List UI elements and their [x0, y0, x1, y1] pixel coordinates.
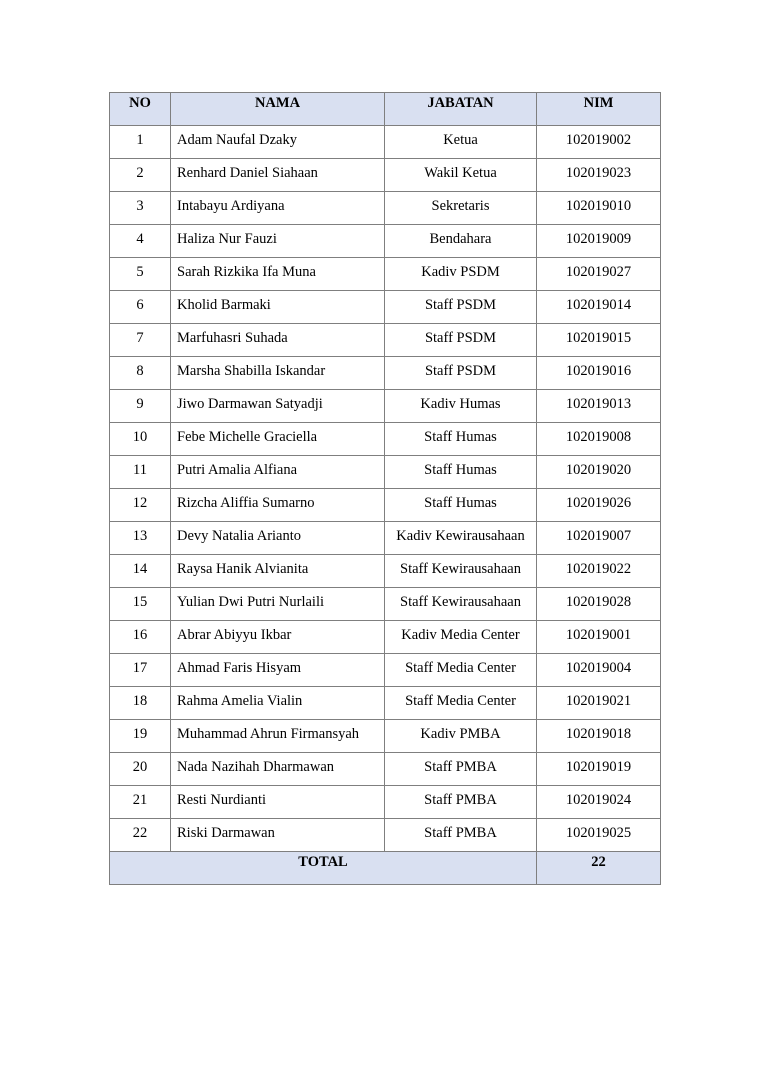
row-nim: 102019007 — [537, 522, 661, 555]
row-nama: Marsha Shabilla Iskandar — [171, 357, 385, 390]
row-nim: 102019023 — [537, 159, 661, 192]
table-row — [110, 192, 661, 225]
row-no: 14 — [110, 555, 171, 588]
row-nim: 102019015 — [537, 324, 661, 357]
row-no: 17 — [110, 654, 171, 687]
row-nama: Rizcha Aliffia Sumarno — [171, 489, 385, 522]
row-nama: Nada Nazihah Dharmawan — [171, 753, 385, 786]
row-nim: 102019020 — [537, 456, 661, 489]
row-nama: Jiwo Darmawan Satyadji — [171, 390, 385, 423]
row-nim: 102019010 — [537, 192, 661, 225]
row-nama: Resti Nurdianti — [171, 786, 385, 819]
row-nama: Putri Amalia Alfiana — [171, 456, 385, 489]
row-nim: 102019027 — [537, 258, 661, 291]
table-row — [110, 324, 661, 357]
row-nim: 102019026 — [537, 489, 661, 522]
row-jabatan: Kadiv PMBA — [385, 720, 537, 753]
table-row — [110, 522, 661, 555]
row-jabatan: Staff PMBA — [385, 753, 537, 786]
total-value: 22 — [537, 852, 661, 885]
table-row — [110, 159, 661, 192]
table-header — [110, 93, 661, 126]
table-row — [110, 786, 661, 819]
row-no: 6 — [110, 291, 171, 324]
row-no: 13 — [110, 522, 171, 555]
row-no: 19 — [110, 720, 171, 753]
row-jabatan: Staff Media Center — [385, 687, 537, 720]
row-nama: Raysa Hanik Alvianita — [171, 555, 385, 588]
table-row — [110, 654, 661, 687]
table-row — [110, 489, 661, 522]
row-no: 8 — [110, 357, 171, 390]
row-jabatan: Staff Humas — [385, 456, 537, 489]
row-no: 5 — [110, 258, 171, 291]
row-nama: Marfuhasri Suhada — [171, 324, 385, 357]
row-jabatan: Staff PMBA — [385, 819, 537, 852]
total-row — [110, 852, 661, 885]
row-jabatan: Kadiv Media Center — [385, 621, 537, 654]
row-no: 1 — [110, 126, 171, 159]
header-nama: NAMA — [171, 93, 385, 126]
row-jabatan: Ketua — [385, 126, 537, 159]
row-jabatan: Kadiv Humas — [385, 390, 537, 423]
row-no: 16 — [110, 621, 171, 654]
table-row — [110, 819, 661, 852]
table-row — [110, 390, 661, 423]
row-nim: 102019025 — [537, 819, 661, 852]
row-nama: Riski Darmawan — [171, 819, 385, 852]
row-nama: Ahmad Faris Hisyam — [171, 654, 385, 687]
row-nim: 102019016 — [537, 357, 661, 390]
row-nama: Abrar Abiyyu Ikbar — [171, 621, 385, 654]
row-nama: Muhammad Ahrun Firmansyah — [171, 720, 385, 753]
total-label: TOTAL — [110, 852, 537, 885]
row-nama: Rahma Amelia Vialin — [171, 687, 385, 720]
row-nama: Febe Michelle Graciella — [171, 423, 385, 456]
table-row — [110, 291, 661, 324]
table-footer — [110, 852, 661, 885]
row-no: 2 — [110, 159, 171, 192]
row-nama: Devy Natalia Arianto — [171, 522, 385, 555]
row-jabatan: Staff Kewirausahaan — [385, 588, 537, 621]
row-jabatan: Staff PMBA — [385, 786, 537, 819]
row-jabatan: Kadiv PSDM — [385, 258, 537, 291]
row-jabatan: Staff Kewirausahaan — [385, 555, 537, 588]
row-nama: Intabayu Ardiyana — [171, 192, 385, 225]
table-row — [110, 357, 661, 390]
table-row — [110, 588, 661, 621]
row-nama: Kholid Barmaki — [171, 291, 385, 324]
table-row — [110, 687, 661, 720]
row-no: 11 — [110, 456, 171, 489]
table-body — [110, 126, 661, 852]
row-nama: Renhard Daniel Siahaan — [171, 159, 385, 192]
header-nim: NIM — [537, 93, 661, 126]
header-jabatan: JABATAN — [385, 93, 537, 126]
row-no: 4 — [110, 225, 171, 258]
row-nim: 102019019 — [537, 753, 661, 786]
row-no: 7 — [110, 324, 171, 357]
row-no: 3 — [110, 192, 171, 225]
row-nim: 102019002 — [537, 126, 661, 159]
header-no: NO — [110, 93, 171, 126]
row-no: 18 — [110, 687, 171, 720]
row-no: 21 — [110, 786, 171, 819]
row-nama: Haliza Nur Fauzi — [171, 225, 385, 258]
table-row — [110, 720, 661, 753]
row-nim: 102019004 — [537, 654, 661, 687]
table-row — [110, 621, 661, 654]
row-nama: Sarah Rizkika Ifa Muna — [171, 258, 385, 291]
row-nim: 102019008 — [537, 423, 661, 456]
row-jabatan: Staff Humas — [385, 423, 537, 456]
row-no: 10 — [110, 423, 171, 456]
row-no: 12 — [110, 489, 171, 522]
row-nim: 102019013 — [537, 390, 661, 423]
row-jabatan: Kadiv Kewirausahaan — [385, 522, 537, 555]
row-nim: 102019022 — [537, 555, 661, 588]
row-jabatan: Staff Humas — [385, 489, 537, 522]
row-jabatan: Staff PSDM — [385, 324, 537, 357]
row-no: 20 — [110, 753, 171, 786]
table-row — [110, 126, 661, 159]
row-nim: 102019028 — [537, 588, 661, 621]
row-jabatan: Wakil Ketua — [385, 159, 537, 192]
row-jabatan: Staff PSDM — [385, 291, 537, 324]
row-nim: 102019018 — [537, 720, 661, 753]
table-row — [110, 423, 661, 456]
row-nim: 102019024 — [537, 786, 661, 819]
row-nama: Adam Naufal Dzaky — [171, 126, 385, 159]
table-row — [110, 555, 661, 588]
row-nim: 102019009 — [537, 225, 661, 258]
row-nama: Yulian Dwi Putri Nurlaili — [171, 588, 385, 621]
row-jabatan: Bendahara — [385, 225, 537, 258]
row-no: 9 — [110, 390, 171, 423]
table-row — [110, 456, 661, 489]
row-nim: 102019001 — [537, 621, 661, 654]
row-jabatan: Staff Media Center — [385, 654, 537, 687]
row-nim: 102019021 — [537, 687, 661, 720]
row-jabatan: Staff PSDM — [385, 357, 537, 390]
table-row — [110, 753, 661, 786]
member-table — [109, 92, 661, 885]
header-row — [110, 93, 661, 126]
row-jabatan: Sekretaris — [385, 192, 537, 225]
table-row — [110, 225, 661, 258]
row-nim: 102019014 — [537, 291, 661, 324]
row-no: 22 — [110, 819, 171, 852]
table-row — [110, 258, 661, 291]
row-no: 15 — [110, 588, 171, 621]
